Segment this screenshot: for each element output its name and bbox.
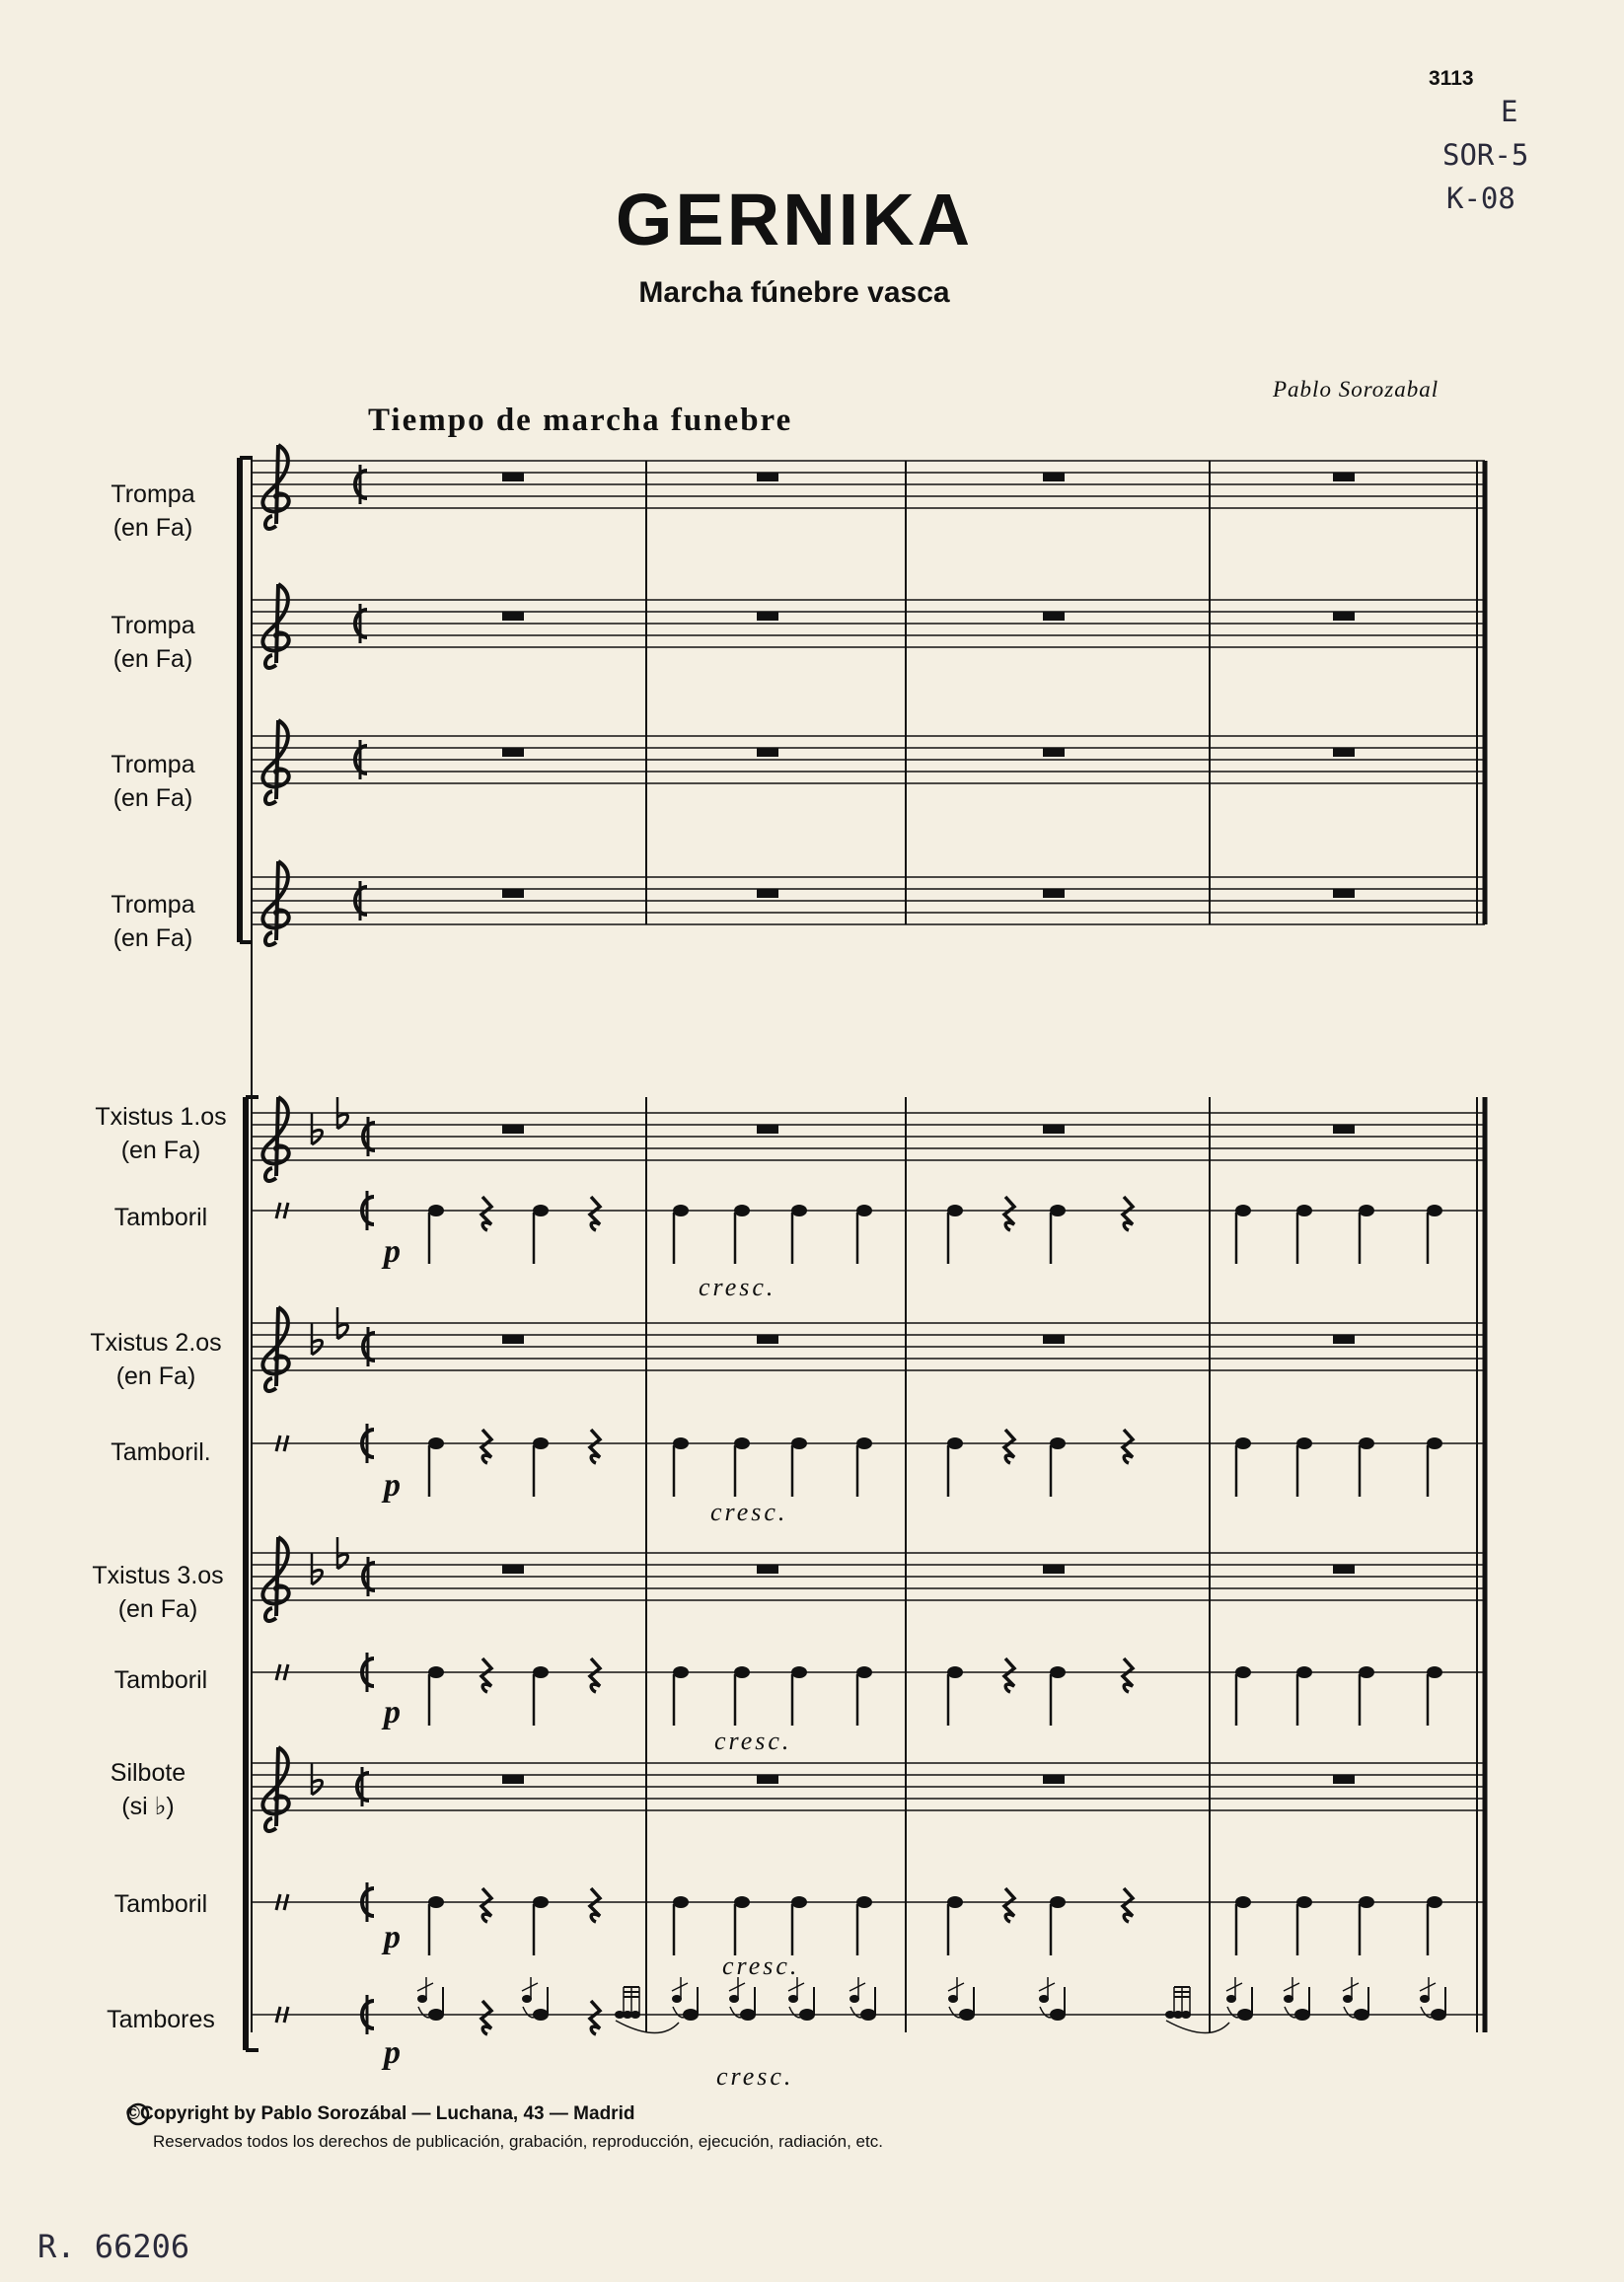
treble-clef-icon bbox=[262, 720, 288, 804]
quarter-rest-icon bbox=[1004, 1888, 1014, 1922]
label-txistus-3: Txistus 3.os (en Fa) bbox=[92, 1562, 224, 1623]
whole-rest-icon bbox=[1043, 748, 1065, 757]
percussion-clef-icon bbox=[276, 1435, 280, 1451]
note-head bbox=[1359, 1437, 1374, 1449]
crescendo-marking: cresc. bbox=[722, 1951, 800, 1980]
rights-notice: Reservados todos los derechos de publicación, grabación, reproducción, ejecución, radiación, etc. bbox=[153, 2132, 883, 2151]
note-head bbox=[1050, 2009, 1066, 2021]
grace-note-slash bbox=[788, 1983, 804, 1991]
note-head bbox=[1359, 1666, 1374, 1678]
whole-rest-icon bbox=[757, 1125, 778, 1134]
flat-icon bbox=[337, 1554, 348, 1569]
flat-icon bbox=[337, 1324, 348, 1339]
copyright-icon bbox=[128, 2104, 148, 2124]
treble-clef-icon bbox=[262, 1097, 288, 1181]
grace-note-slash bbox=[1284, 1983, 1299, 1991]
handwritten-note-k: K-08 bbox=[1446, 182, 1515, 215]
crescendo-marking: cresc. bbox=[714, 1727, 792, 1755]
page-title: GERNIKA bbox=[615, 179, 974, 260]
note-head bbox=[856, 1896, 872, 1908]
percussion-clef-icon bbox=[276, 2007, 280, 2023]
whole-rest-icon bbox=[1043, 1775, 1065, 1784]
grace-note-slash bbox=[1420, 1983, 1436, 1991]
note-head bbox=[1235, 1666, 1251, 1678]
label-trompa-3: Trompa (en Fa) bbox=[111, 751, 195, 812]
note-head bbox=[1354, 2009, 1369, 2021]
treble-clef-icon bbox=[262, 584, 288, 668]
whole-rest-icon bbox=[1333, 889, 1355, 898]
note-head bbox=[428, 1205, 444, 1216]
whole-rest-icon bbox=[502, 1335, 524, 1344]
note-head bbox=[1050, 1437, 1066, 1449]
whole-rest-icon bbox=[757, 612, 778, 621]
whole-rest-icon bbox=[1333, 1125, 1355, 1134]
note-head bbox=[428, 1437, 444, 1449]
quarter-rest-icon bbox=[590, 1658, 600, 1692]
whole-rest-icon bbox=[502, 473, 524, 481]
whole-rest-icon bbox=[757, 1775, 778, 1784]
whole-rest-icon bbox=[502, 748, 524, 757]
treble-clef-icon bbox=[273, 910, 279, 916]
treble-clef-icon bbox=[273, 1356, 279, 1362]
treble-clef-icon bbox=[273, 1585, 279, 1591]
note-head bbox=[1296, 1896, 1312, 1908]
note-head bbox=[673, 1896, 689, 1908]
handwritten-note-e: E bbox=[1501, 95, 1518, 128]
crescendo-marking: cresc. bbox=[716, 2062, 794, 2091]
note-head bbox=[1296, 1666, 1312, 1678]
dynamic-p: p bbox=[384, 1233, 401, 1270]
label-tamboril-1: Tamboril bbox=[113, 1204, 208, 1231]
note-head bbox=[1427, 1437, 1442, 1449]
grace-note-slash bbox=[522, 1983, 538, 1991]
tempo-marking: Tiempo de marcha funebre bbox=[368, 403, 793, 438]
label-txistus-1: Txistus 1.os (en Fa) bbox=[95, 1103, 227, 1164]
treble-clef-icon bbox=[262, 1747, 288, 1831]
ruff-slur bbox=[1166, 2021, 1229, 2033]
quarter-rest-icon bbox=[1004, 1430, 1014, 1463]
note-head bbox=[1359, 1205, 1374, 1216]
note-head bbox=[947, 1437, 963, 1449]
treble-clef-icon bbox=[262, 1307, 288, 1391]
whole-rest-icon bbox=[502, 889, 524, 898]
quarter-rest-icon bbox=[481, 1197, 491, 1230]
whole-rest-icon bbox=[1043, 1565, 1065, 1574]
percussion-clef-icon bbox=[276, 1203, 280, 1218]
crescendo-marking: cresc. bbox=[710, 1498, 788, 1526]
quarter-rest-icon bbox=[481, 1888, 491, 1922]
grace-note-slash bbox=[1226, 1983, 1242, 1991]
note-head bbox=[856, 1666, 872, 1678]
flat-icon bbox=[337, 1114, 348, 1129]
label-trompa-2: Trompa (en Fa) bbox=[111, 612, 195, 673]
whole-rest-icon bbox=[1043, 1335, 1065, 1344]
grace-note-slash bbox=[672, 1983, 688, 1991]
label-tamboril-4: Tamboril bbox=[113, 1890, 208, 1918]
catalog-number: 3113 bbox=[1429, 67, 1474, 90]
dynamic-p: p bbox=[384, 1467, 401, 1504]
note-head bbox=[1050, 1205, 1066, 1216]
note-head bbox=[673, 1666, 689, 1678]
whole-rest-icon bbox=[757, 748, 778, 757]
grace-note-slash bbox=[729, 1983, 745, 1991]
label-trompa-1: Trompa (en Fa) bbox=[111, 480, 195, 542]
note-head bbox=[1359, 1896, 1374, 1908]
whole-rest-icon bbox=[757, 889, 778, 898]
note-head bbox=[1050, 1666, 1066, 1678]
composer-name: Pablo Sorozabal bbox=[1273, 377, 1439, 402]
quarter-rest-icon bbox=[590, 1888, 600, 1922]
treble-clef-icon bbox=[273, 1145, 279, 1151]
note-head bbox=[734, 1205, 750, 1216]
note-head bbox=[947, 1896, 963, 1908]
quarter-rest-icon bbox=[1004, 1658, 1014, 1692]
percussion-clef-icon bbox=[284, 1435, 288, 1451]
note-head bbox=[1296, 1205, 1312, 1216]
whole-rest-icon bbox=[1333, 473, 1355, 481]
note-head bbox=[428, 1666, 444, 1678]
percussion-clef-icon bbox=[284, 1664, 288, 1680]
note-head bbox=[683, 2009, 699, 2021]
quarter-rest-icon bbox=[481, 1658, 491, 1692]
note-head bbox=[428, 2009, 444, 2021]
grace-note-slash bbox=[1343, 1983, 1359, 1991]
dynamic-p: p bbox=[384, 2034, 401, 2071]
whole-rest-icon bbox=[1333, 1775, 1355, 1784]
note-head bbox=[947, 1666, 963, 1678]
copyright-notice: ©Copyright by Pablo Sorozábal — Luchana, 43 — Madrid bbox=[126, 2103, 635, 2124]
whole-rest-icon bbox=[1333, 1565, 1355, 1574]
note-head bbox=[533, 1666, 549, 1678]
treble-clef-icon bbox=[262, 445, 288, 529]
whole-rest-icon bbox=[1333, 612, 1355, 621]
crescendo-marking: cresc. bbox=[699, 1273, 776, 1301]
note-head bbox=[740, 2009, 756, 2021]
note-head bbox=[734, 1896, 750, 1908]
quarter-rest-icon bbox=[1004, 1197, 1014, 1230]
note-head bbox=[947, 1205, 963, 1216]
shelfmark: R. 66206 bbox=[37, 2228, 190, 2265]
note-head bbox=[1294, 2009, 1310, 2021]
note-head bbox=[856, 1205, 872, 1216]
grace-note-slash bbox=[948, 1983, 964, 1991]
note-head bbox=[791, 1666, 807, 1678]
handwritten-note-sor: SOR-5 bbox=[1442, 138, 1529, 172]
treble-clef-icon bbox=[262, 861, 288, 945]
percussion-clef-icon bbox=[284, 1203, 288, 1218]
note-head bbox=[533, 1437, 549, 1449]
treble-clef-icon bbox=[262, 1537, 288, 1621]
note-head bbox=[533, 1896, 549, 1908]
dynamic-p: p bbox=[384, 1919, 401, 1955]
quarter-rest-icon bbox=[590, 1430, 600, 1463]
quarter-rest-icon bbox=[1123, 1888, 1133, 1922]
whole-rest-icon bbox=[1333, 1335, 1355, 1344]
whole-rest-icon bbox=[1043, 473, 1065, 481]
label-trompa-4: Trompa (en Fa) bbox=[111, 891, 195, 952]
quarter-rest-icon bbox=[1123, 1430, 1133, 1463]
quarter-rest-icon bbox=[1123, 1658, 1133, 1692]
note-head bbox=[734, 1666, 750, 1678]
label-silbote: Silbote (si ♭) bbox=[110, 1759, 186, 1820]
quarter-rest-icon bbox=[590, 2001, 600, 2034]
whole-rest-icon bbox=[502, 1125, 524, 1134]
quarter-rest-icon bbox=[481, 2001, 491, 2034]
note-head bbox=[1235, 1205, 1251, 1216]
grace-note-slash bbox=[849, 1983, 865, 1991]
note-head bbox=[1296, 1437, 1312, 1449]
note-head bbox=[791, 1437, 807, 1449]
note-head bbox=[791, 1896, 807, 1908]
dynamic-p: p bbox=[384, 1694, 401, 1730]
quarter-rest-icon bbox=[590, 1197, 600, 1230]
note-head bbox=[1431, 2009, 1446, 2021]
whole-rest-icon bbox=[757, 1335, 778, 1344]
note-head bbox=[1427, 1205, 1442, 1216]
note-head bbox=[673, 1205, 689, 1216]
note-head bbox=[1235, 1896, 1251, 1908]
note-head bbox=[1427, 1666, 1442, 1678]
whole-rest-icon bbox=[502, 1565, 524, 1574]
label-tamboril-3: Tamboril bbox=[113, 1666, 208, 1694]
note-head bbox=[533, 2009, 549, 2021]
page-subtitle: Marcha fúnebre vasca bbox=[638, 276, 950, 309]
note-head bbox=[959, 2009, 975, 2021]
whole-rest-icon bbox=[1043, 1125, 1065, 1134]
percussion-clef-icon bbox=[276, 1894, 280, 1910]
treble-clef-icon bbox=[273, 632, 279, 638]
whole-rest-icon bbox=[1043, 612, 1065, 621]
percussion-clef-icon bbox=[276, 1664, 280, 1680]
note-head bbox=[428, 1896, 444, 1908]
quarter-rest-icon bbox=[481, 1430, 491, 1463]
note-head bbox=[799, 2009, 815, 2021]
label-txistus-2: Txistus 2.os (en Fa) bbox=[90, 1329, 222, 1390]
treble-clef-icon bbox=[273, 493, 279, 499]
note-head bbox=[1237, 2009, 1253, 2021]
note-head bbox=[856, 1437, 872, 1449]
label-tambores: Tambores bbox=[107, 2006, 215, 2033]
whole-rest-icon bbox=[1043, 889, 1065, 898]
treble-clef-icon bbox=[273, 1796, 279, 1802]
whole-rest-icon bbox=[757, 473, 778, 481]
note-head bbox=[533, 1205, 549, 1216]
percussion-clef-icon bbox=[284, 1894, 288, 1910]
note-head bbox=[860, 2009, 876, 2021]
percussion-clef-icon bbox=[284, 2007, 288, 2023]
label-tamboril-2: Tamboril. bbox=[111, 1438, 211, 1466]
note-head bbox=[1427, 1896, 1442, 1908]
grace-note-slash bbox=[1039, 1983, 1055, 1991]
whole-rest-icon bbox=[502, 612, 524, 621]
note-head bbox=[673, 1437, 689, 1449]
note-head bbox=[734, 1437, 750, 1449]
note-head bbox=[1235, 1437, 1251, 1449]
note-head bbox=[791, 1205, 807, 1216]
quarter-rest-icon bbox=[1123, 1197, 1133, 1230]
note-head bbox=[1050, 1896, 1066, 1908]
grace-note-slash bbox=[417, 1983, 433, 1991]
whole-rest-icon bbox=[757, 1565, 778, 1574]
treble-clef-icon bbox=[273, 769, 279, 774]
whole-rest-icon bbox=[1333, 748, 1355, 757]
whole-rest-icon bbox=[502, 1775, 524, 1784]
